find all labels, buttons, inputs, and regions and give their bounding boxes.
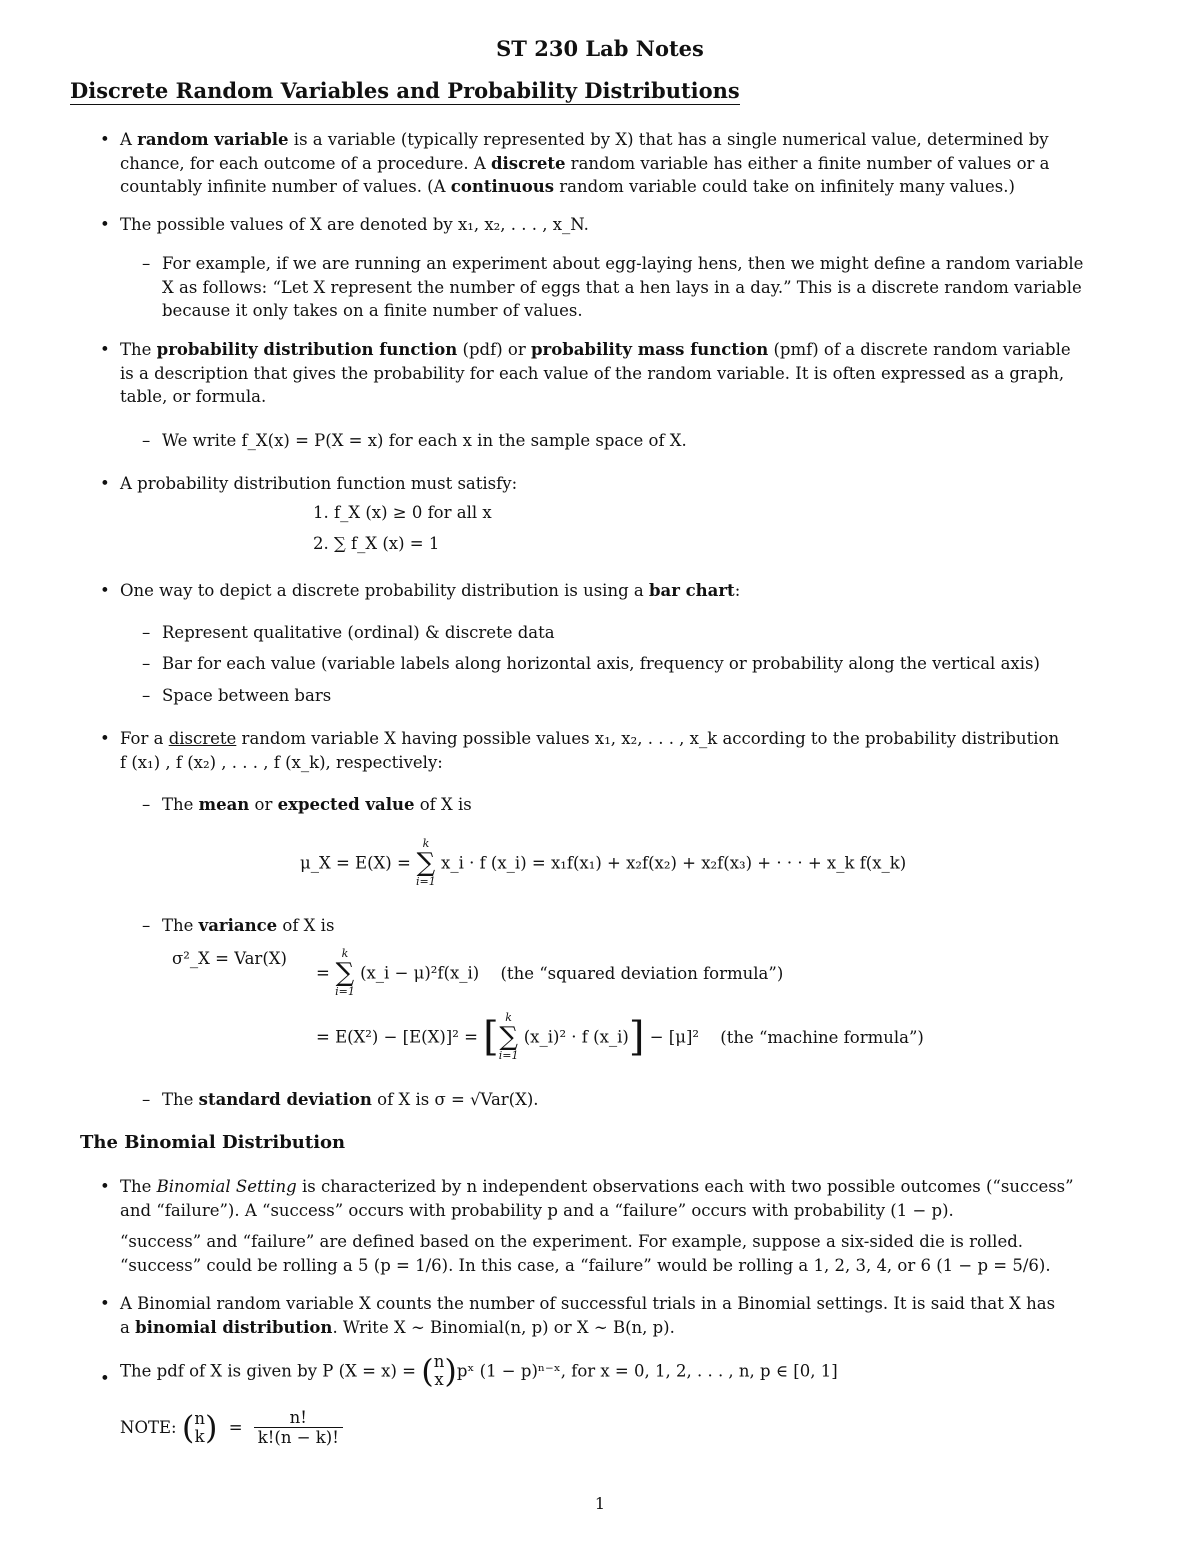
page-title: ST 230 Lab Notes [496,36,704,61]
section-heading-binomial: The Binomial Distribution [80,1132,346,1153]
term-pmf: probability mass function [530,340,769,359]
list-item: – Bar for each value (variable labels along horizontal axis, frequency or probability along the vertical axis) [142,654,1040,673]
term-standard-deviation: standard deviation [198,1090,372,1109]
bullet-must-satisfy: • A probability distribution function must satisfy: [100,474,518,493]
bullet-marker: • [100,130,110,149]
binomial-coefficient: n x [433,1352,445,1389]
list-item: – Space between bars [142,686,332,705]
term-mean: mean [198,795,250,814]
bullet-random-variable: • A random variable is a variable (typically represented by X) that has a single numerical value, determined by chance, for each outcome of a procedure. A discrete random variable has either a finite number of values or a countably infinite number of values. (A continuous random variable could take on infinitely many values.) [100,130,1050,196]
condition-2: 2. ∑ f_X (x) = 1 [313,534,440,553]
term-bar-chart: bar chart [648,581,735,600]
sub-standard-deviation: – The standard deviation of X is σ = √Var(X). [142,1090,539,1109]
condition-1: 1. f_X (x) ≥ 0 for all x [313,503,492,522]
bullet-pdf-definition: • The probability distribution function (pdf) or probability mass function (pmf) of a discrete random variable is a description that gives the probability for each value of the random variable. It is often expressed as a graph, table, or formula. [100,340,1071,406]
sub-variance: – The variance of X is [142,916,335,935]
page-number: 1 [594,1494,606,1513]
note-binomial-coefficient: NOTE: ( n k ) = $\frac{n!}{k!(n - k)!}$ [120,1408,343,1447]
sub-we-write: – We write f_X(x) = P(X = x) for each x in the sample space of X. [142,431,687,450]
variance-formula-1: σ²_X = Var(X) [172,949,287,968]
term-variance: variance [198,916,278,935]
term-binomial-distribution: binomial distribution [135,1317,333,1337]
bullet-binomial-rv: • A Binomial random variable X counts the number of successful trials in a Binomial settings. It is said that X has a binomial distribution. Write X ∼ Binomial(n, p) or X ∼ B(n, p). [100,1294,1056,1337]
variance-formula-1-rhs: = k ∑ i=1 (x_i − μ)²f(x_i) (the “squared deviation formula”) [316,947,784,998]
term-discrete: discrete [490,153,566,173]
term-binomial-setting: Binomial Setting [156,1177,297,1196]
paragraph-success-failure: “success” and “failure” are defined based on the experiment. For example, suppose a six-sided die is rolled. “success” could be rolling a 5 (p = 1/6). In this case, a “failure” would be rolling a 1, 2, 3, 4, or 6 (1 − p = 5/6). [120,1232,1051,1275]
bullet-discrete-rv-expectation: • For a discrete random variable X having possible values x₁, x₂, . . . , x_k according to the probability distribution f (x₁) , f (x₂) , . . . , f (x_k), respectively: [100,729,1060,772]
term-pdf: probability distribution function [156,340,458,359]
sum-symbol: k ∑ i=1 [416,837,436,888]
section-heading-discrete-rv: Discrete Random Variables and Probability Distributions [70,78,740,103]
list-item: – Represent qualitative (ordinal) & discrete data [142,623,555,642]
mean-formula: μ_X = E(X) = k ∑ i=1 x_i · f (x_i) = x₁f(x₁) + x₂f(x₂) + x₂f(x₃) + · · · + x_k f(x_k) [300,837,907,888]
term-random-variable: random variable [137,130,289,149]
variance-formula-2: = E(X²) − [E(X)]² = [ k ∑ i=1 (x_i)² · f (x_i)] − [μ]² (the “machine formula”) [316,1011,924,1062]
bullet-binomial-pdf: • The pdf of X is given by P (X = x) = ( n x )pˣ (1 − p)ⁿ⁻ˣ, for x = 0, 1, 2, . . . , n, p ∈ [0, 1] [100,1352,838,1390]
bullet-bar-chart: • One way to depict a discrete probability distribution is using a bar chart: [100,581,741,600]
sub-mean: – The mean or expected value of X is [142,795,472,814]
bullet-binomial-setting: • The Binomial Setting is characterized by n independent observations each with two possible outcomes (“success” and “failure”). A “success” occurs with probability p and a “failure” occurs with probability (1 − p). [100,1177,1074,1220]
bullet-possible-values: • The possible values of X are denoted by x₁, x₂, . . . , x_N. [100,215,589,234]
underlined-discrete: discrete [168,729,237,748]
fraction: $\frac{n!}{k!(n - k)!}$ [254,1408,343,1447]
term-expected-value: expected value [277,795,415,814]
term-continuous: continuous [450,177,555,196]
sub-egg-example: – For example, if we are running an experiment about egg-laying hens, then we might define a random variable X as follows: “Let X represent the number of eggs that a hen lays in a day.” This is a discrete random variable because it only takes on a finite number of values. [142,254,1084,320]
